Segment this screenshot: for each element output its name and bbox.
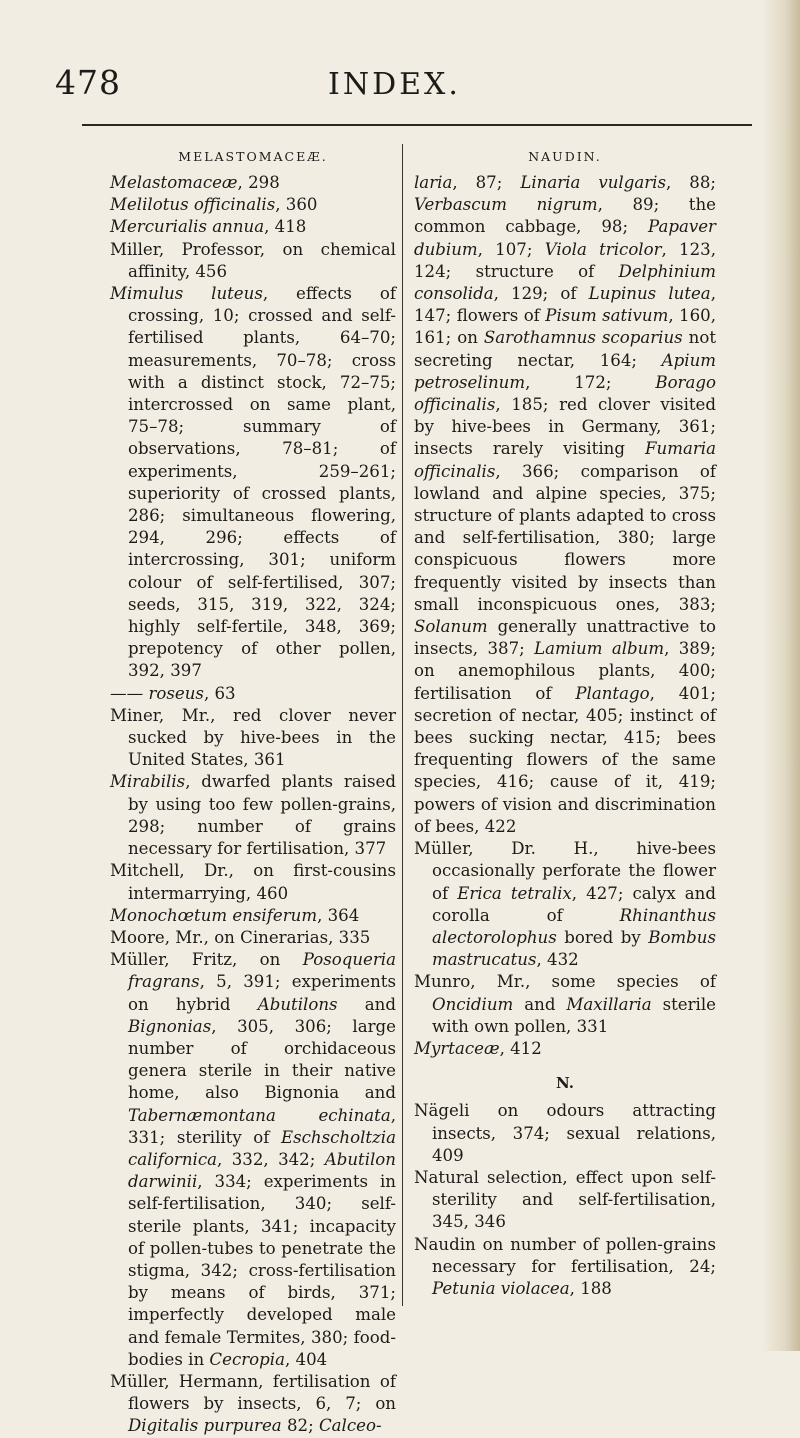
header-rule bbox=[82, 124, 752, 126]
index-entry: Mitchell, Dr., on first-cousins intermarrying, 460 bbox=[110, 861, 396, 903]
index-entry: Melastomaceæ, 298 bbox=[110, 173, 280, 192]
index-entry: Miller, Professor, on chemical affinity, 456 bbox=[110, 239, 396, 281]
index-entry: Monochœtum ensiferum, 364 bbox=[110, 905, 360, 925]
page-edge-shadow bbox=[762, 0, 800, 1351]
index-entry: Miner, Mr., red clover never sucked by hive-bees in the United States, 361 bbox=[110, 705, 396, 770]
column-divider bbox=[402, 144, 403, 1306]
right-column-head: NAUDIN. bbox=[528, 149, 602, 164]
right-entries-n bbox=[414, 1100, 716, 1300]
index-entry: Mercurialis annua, 418 bbox=[110, 217, 307, 237]
left-entries bbox=[110, 172, 396, 1438]
index-entry: Müller, Dr. H., hive-bees occasionally perforate the flower of Erica tetralix, 427; calyx and corolla of Rhinanthus alectorolophus bored by Bombus mastrucatus, 432 bbox=[414, 839, 716, 970]
letter-heading: N. bbox=[556, 1074, 574, 1093]
index-entry: Melilotus officinalis, 360 bbox=[110, 195, 318, 215]
index-entry: Müller, Hermann, fertilisation of flowers by insects, 6, 7; on Digitalis purpurea 82; Calceo- bbox=[110, 1371, 396, 1436]
page-number: 478 bbox=[55, 63, 121, 102]
index-entry: Mirabilis, dwarfed plants raised by using too few pollen-grains, 298; number of grains necessary for fertilisation, 377 bbox=[110, 772, 396, 859]
right-entries bbox=[414, 838, 716, 1060]
index-entry: Moore, Mr., on Cinerarias, 335 bbox=[110, 927, 371, 947]
continued-entry: laria, 87; Linaria vulgaris, 88; Verbascum nigrum, 89; the common cabbage, 98; Papaver dubium, 107; Viola tricolor, 123, 124; structure of Delphinium consolida, 129; of Lupinus lutea, 147; flowers of Pisum sativum, 160, 161; on Sarothamnus scoparius not secreting nectar, 164; Apium petroselinum, 172; Borago officinalis, 185; red clover visited by hive-bees in Germany, 361; insects rarely visiting Fumaria officinalis, 366; comparison of lowland and alpine species, 375; structure of plants adapted to cross and self-fertilisation, 380; large conspicuous flowers more frequently visited by insects than small inconspicuous ones, 383; Solanum generally unattractive to insects, 387; Lamium album, 389; on anemophilous plants, 400; fertilisation of Plantago, 401; secretion of nectar, 405; instinct of bees sucking nectar, 415; bees frequenting flowers of the same species, 416; cause of it, 419; powers of vision and discrimination of bees, 422 bbox=[414, 173, 717, 836]
index-entry: —— roseus, 63 bbox=[110, 683, 236, 703]
index-entry: Müller, Fritz, on Posoqueria fragrans, 5, 391; experiments on hybrid Abutilons and Bignonias, 305, 306; large number of orchidaceous genera sterile in their native home, also Bignonia and Tabernæmontana echinata, 331; sterility of Eschscholtzia californica, 332, 342; Abutilon darwinii, 334; experiments in self-fertilisation, 340; self-sterile plants, 341; incapacity of pollen-tubes to penetrate the stigma, 342; cross-fertilisation by means of birds, 371; imperfectly developed male and female Termites, 380; food-bodies in Cecropia, 404 bbox=[110, 950, 396, 1369]
index-entry: Mimulus luteus, effects of crossing, 10; crossed and self-fertilised plants, 64–70; measurements, 70–78; cross with a distinct stock, 72–75; intercrossed on same plant, 75–78; summary of observations, 78–81; of experiments, 259–261; superiority of crossed plants, 286; simultaneous flowering, 294, 296; effects of intercrossing, 301; uniform colour of self-fertilised, 307; seeds, 315, 319, 322, 324; highly self-fertile, 348, 369; prepotency of other pollen, 392, 397 bbox=[110, 284, 396, 681]
index-entry: Nägeli on odours attracting insects, 374; sexual relations, 409 bbox=[414, 1101, 716, 1165]
page-header bbox=[55, 63, 745, 107]
running-head: INDEX. bbox=[328, 67, 461, 102]
index-entry: Naudin on number of pollen-grains necessary for fertilisation, 24; Petunia violacea, 188 bbox=[414, 1234, 716, 1298]
left-column bbox=[110, 148, 396, 1438]
left-column-head: MELASTOMACEÆ. bbox=[178, 149, 328, 164]
index-entry: Natural selection, effect upon self-sterility and self-fertilisation, 345, 346 bbox=[414, 1167, 716, 1232]
index-entry: Myrtaceæ, 412 bbox=[414, 1038, 542, 1058]
right-column bbox=[414, 148, 716, 1300]
index-entry: Munro, Mr., some species of Oncidium and Maxillaria sterile with own pollen, 331 bbox=[414, 972, 716, 1036]
